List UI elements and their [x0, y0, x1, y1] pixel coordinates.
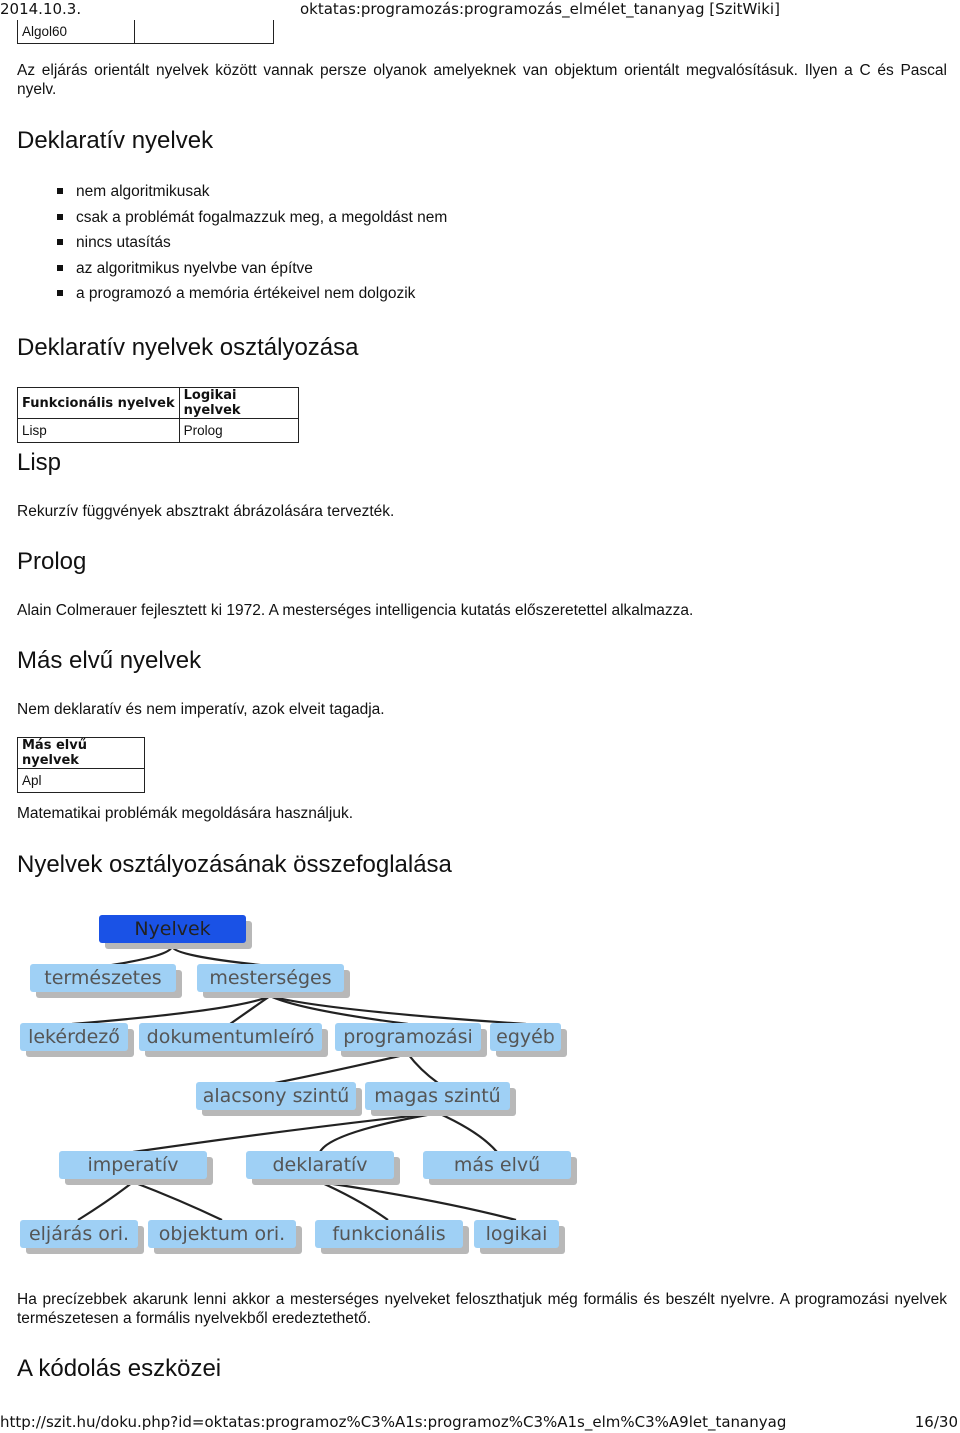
node-termeszetes: természetes — [30, 964, 176, 992]
heading-osztalyozas: Deklaratív nyelvek osztályozása — [17, 334, 359, 361]
mas-elvu-table — [17, 737, 145, 793]
connector — [172, 946, 270, 966]
classification-table — [17, 387, 299, 443]
node-imperativ: imperatív — [59, 1151, 207, 1179]
table-cell: Algol60 — [18, 20, 135, 44]
list-item: a programozó a memória értékeivel nem dolgozik — [17, 284, 717, 310]
heading-lisp: Lisp — [17, 449, 62, 476]
connector — [133, 1113, 438, 1152]
node-egyeb: egyéb — [490, 1023, 561, 1051]
algol-table — [17, 20, 274, 44]
table-cell: Prolog — [179, 419, 298, 443]
intro-paragraph: Az eljárás orientált nyelvek között vannak persze olyanok amelyeknek van objektum orientált megvalósításuk. Ilyen a C és Pascal nyelv. — [17, 62, 947, 98]
table-header: Más elvű nyelvek — [18, 738, 145, 769]
page-number: 16/30 — [914, 1413, 958, 1431]
connector — [105, 946, 172, 966]
connector — [438, 1113, 497, 1152]
node-mesterseges: mesterséges — [197, 964, 344, 992]
list-item: az algoritmikus nyelvbe van építve — [17, 259, 717, 285]
node-eljaras-ori: eljárás ori. — [20, 1220, 138, 1248]
node-alacsony-szintu: alacsony szintű — [196, 1082, 356, 1110]
heading-prolog: Prolog — [17, 548, 87, 575]
lisp-text: Rekurzív függvények absztrakt ábrázolására tervezték. — [17, 503, 395, 520]
connector — [270, 996, 526, 1024]
node-dokumentumleiro: dokumentumleíró — [139, 1023, 322, 1051]
node-lekerdezo: lekérdező — [20, 1023, 128, 1051]
node-deklarativ: deklaratív — [246, 1151, 394, 1179]
deklarativ-list — [17, 182, 717, 310]
connector — [275, 1054, 408, 1083]
heading-summary: Nyelvek osztályozásának összefoglalása — [17, 851, 452, 878]
footer-url: http://szit.hu/doku.php?id=oktatas:programoz%C3%A1s:programoz%C3%A1s_elm%C3%A9let_tananyag — [0, 1413, 787, 1431]
mas-elvu-text: Nem deklaratív és nem imperatív, azok elveit tagadja. — [17, 701, 385, 718]
node-objektum-ori: objektum ori. — [148, 1220, 296, 1248]
heading-kodolas: A kódolás eszközei — [17, 1355, 222, 1382]
connector — [320, 1182, 516, 1220]
page-title: oktatas:programozás:programozás_elmélet_tananyag [SzitWiki] — [300, 0, 780, 18]
list-item: nem algoritmikusak — [17, 182, 717, 208]
table-cell: Lisp — [18, 419, 180, 443]
prolog-text: Alain Colmerauer fejlesztett ki 1972. A mesterséges intelligencia kutatás előszeretettel alkalmazza. — [17, 602, 694, 619]
node-nyelvek: Nyelvek — [99, 915, 246, 943]
node-mas-elvu: más elvű — [423, 1151, 571, 1179]
connector — [230, 996, 270, 1024]
connector — [408, 1054, 438, 1083]
summary-after: Ha precízebbek akarunk lenni akkor a mesterséges nyelveket feloszthatjuk még formális és beszélt nyelvre. A programozási nyelvek természetesen a formális nyelvekből eredeztethető. — [17, 1291, 947, 1327]
list-item: nincs utasítás — [17, 233, 717, 259]
print-date: 2014.10.3. — [0, 0, 82, 18]
mas-elvu-after: Matematikai problémák megoldására használjuk. — [17, 805, 353, 822]
table-cell: Apl — [18, 769, 145, 793]
node-magas-szintu: magas szintű — [365, 1082, 510, 1110]
language-tree-diagram — [0, 900, 620, 1270]
connector — [72, 996, 270, 1024]
connector — [78, 1182, 133, 1220]
table-header: Funkcionális nyelvek — [18, 388, 180, 419]
heading-mas-elvu: Más elvű nyelvek — [17, 647, 202, 674]
heading-deklarativ: Deklaratív nyelvek — [17, 127, 214, 154]
table-header: Logikai nyelvek — [179, 388, 298, 419]
node-funkcionalis: funkcionális — [315, 1220, 463, 1248]
node-programozasi: programozási — [335, 1023, 481, 1051]
node-logikai: logikai — [474, 1220, 559, 1248]
table-cell-empty — [135, 20, 274, 44]
connector — [133, 1182, 222, 1220]
list-item: csak a problémát fogalmazzuk meg, a megoldást nem — [17, 208, 717, 234]
